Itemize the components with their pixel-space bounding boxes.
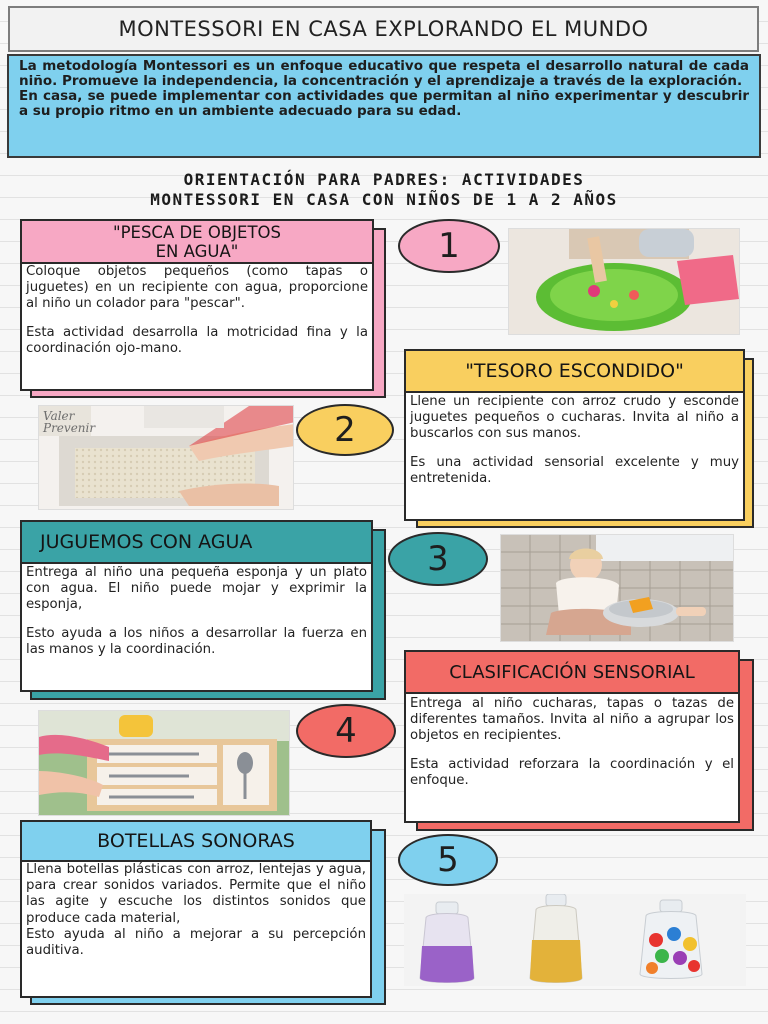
activity-4-photo [38,710,290,816]
activity-4-title [406,652,738,694]
activity-4-card [404,650,740,823]
activity-3-title-text: JUGUEMOS CON AGUA [40,531,253,553]
activity-1-title-line-1: "PESCA DE OBJETOS [112,222,281,242]
activity-5-title-text: BOTELLAS SONORAS [97,830,295,852]
activity-2-paragraph-1: Llene un recipiente con arroz crudo y esconde juguetes pequeños o cucharas. Invita al niño a buscarlos con sus manos. [410,394,739,442]
cutlery-tray-illustration [39,711,290,816]
activity-2-body [406,393,743,487]
intro-paragraph-2: En casa, se puede implementar con actividades que permitan al niño experimentar y descubrir a su propio ritmo en un ambiente adecuado para su edad. [19,88,749,119]
activity-3-paragraph-2: Esto ayuda a los niños a desarrollar la fuerza en las manos y la coordinación. [26,625,367,657]
activity-4-number: 4 [335,711,357,751]
activity-2-title-text: "TESORO ESCONDIDO" [465,360,684,382]
activity-3-body [22,564,371,658]
activity-1-card [20,219,374,391]
activity-5-photo [404,894,746,986]
photo-watermark-line-1: Valer [43,409,75,423]
activity-2-number: 2 [334,410,356,450]
activity-2-photo [38,405,294,510]
sensory-bottles-illustration [404,894,746,986]
page-title: MONTESSORI EN CASA EXPLORANDO EL MUNDO [118,17,649,41]
activity-3-number: 3 [427,539,449,579]
activity-3-card [20,520,373,692]
activity-4-body [406,694,738,789]
activity-2-card [404,349,745,521]
photo-watermark [43,410,95,434]
activity-5-body [22,862,370,959]
activity-2-paragraph-2: Es una actividad sensorial excelente y muy entretenida. [410,454,739,486]
page-title-bar [8,6,759,52]
activity-5-paragraph-2: Esto ayuda al niño a mejorar a su percepción auditiva. [26,926,366,959]
activity-5-paragraph-1: Llena botellas plásticas con arroz, lentejas y agua, para crear sonidos variados. Permite que el niño las agite y escuche los distintos sonidos que produce cada material, [26,862,366,926]
section-heading-line-2: MONTESSORI EN CASA CON NIÑOS DE 1 A 2 AÑOS [150,190,618,209]
activity-3-photo [500,534,734,642]
activity-5-card [20,820,372,998]
activity-3-number-badge [388,532,488,586]
activity-1-number-badge [398,219,500,273]
activity-4-paragraph-2: Esta actividad reforzara la coordinación y el enfoque. [410,756,734,788]
activity-1-paragraph-1: Coloque objetos pequeños (como tapas o juguetes) en un recipiente con agua, proporcione al niño un colador para "pescar". [26,264,368,312]
activity-5-number: 5 [437,840,459,880]
activity-4-number-badge [296,704,396,758]
intro-box [7,54,761,158]
section-heading-line-1: ORIENTACIÓN PARA PADRES: ACTIVIDADES [183,170,585,189]
activity-4-title-text: CLASIFICACIÓN SENSORIAL [449,661,695,683]
activity-1-title [22,221,372,264]
activity-1-title-line-2: EN AGUA" [155,241,239,261]
photo-watermark-line-2: Prevenir [43,421,96,435]
activity-1-photo [508,228,740,335]
activity-1-body [22,264,372,357]
sponge-play-illustration [501,535,734,642]
activity-5-title [22,822,370,862]
activity-4-paragraph-1: Entrega al niño cucharas, tapas o tazas de diferentes tamaños. Invita al niño a agrupar los objetos en recipientes. [410,696,734,744]
section-heading [20,170,748,210]
activity-1-paragraph-2: Esta actividad desarrolla la motricidad fina y la coordinación ojo-mano. [26,324,368,356]
activity-3-paragraph-1: Entrega al niño una pequeña esponja y un plato con agua. El niño puede mojar y exprimir la esponja, [26,565,367,613]
activity-3-title [22,522,371,564]
fishing-bowl-illustration [509,229,740,335]
intro-paragraph-1: La metodología Montessori es un enfoque educativo que respeta el desarrollo natural de cada niño. Promueve la independencia, la concentración y el aprendizaje a través de la exploración. [19,58,749,89]
activity-2-number-badge [296,404,394,456]
activity-5-number-badge [398,834,498,886]
activity-1-number: 1 [438,226,460,266]
activity-2-title [406,351,743,393]
